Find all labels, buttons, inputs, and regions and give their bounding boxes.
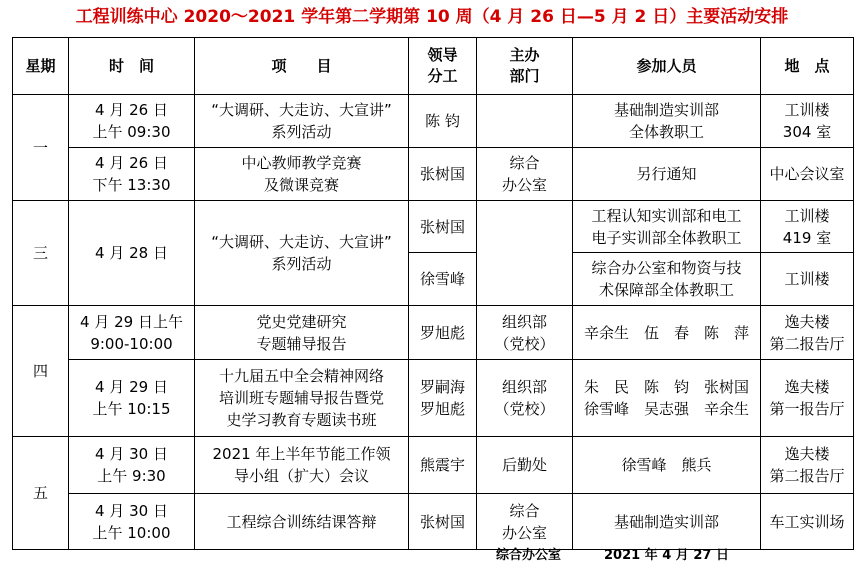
project-cell: 2021 年上半年节能工作领 导小组（扩大）会议	[195, 437, 409, 494]
leader-cell: 罗嗣海 罗旭彪	[409, 360, 477, 437]
header-participants: 参加人员	[573, 38, 761, 95]
host-cell: 综合 办公室	[477, 494, 573, 550]
time-cell: 4 月 28 日	[69, 201, 195, 306]
project-cell: 十九届五中全会精神网络 培训班专题辅导报告暨党 史学习教育专题读书班	[195, 360, 409, 437]
time-cell: 4 月 29 日 上午 10:15	[69, 360, 195, 437]
location-cell: 中心会议室	[761, 148, 854, 201]
time-cell: 4 月 26 日 下午 13:30	[69, 148, 195, 201]
participants-cell: 基础制造实训部	[573, 494, 761, 550]
day-cell: 五	[13, 437, 69, 550]
location-cell: 车工实训场	[761, 494, 854, 550]
table-row	[13, 148, 854, 201]
location-cell: 工训楼	[761, 253, 854, 306]
location-cell: 逸夫楼 第一报告厅	[761, 360, 854, 437]
header-leader: 领导 分工	[409, 38, 477, 95]
participants-cell: 基础制造实训部 全体教职工	[573, 95, 761, 148]
day-cell: 三	[13, 201, 69, 306]
footer-office: 综合办公室	[496, 548, 562, 563]
participants-cell: 朱 民 陈 钧 张树国 徐雪峰 吴志强 辛余生	[573, 360, 761, 437]
location-cell: 工训楼 419 室	[761, 201, 854, 253]
table-row	[13, 494, 854, 550]
leader-cell: 张树国	[409, 148, 477, 201]
project-cell: 中心教师教学竞赛 及微课竞赛	[195, 148, 409, 201]
header-day: 星期	[13, 38, 69, 95]
page-title: 工程训练中心 2020～2021 学年第二学期第 10 周（4 月 26 日—5 月 2 日）主要活动安排	[75, 7, 789, 27]
host-cell	[477, 95, 573, 148]
time-cell: 4 月 30 日 上午 10:00	[69, 494, 195, 550]
project-cell: 党史党建研究 专题辅导报告	[195, 306, 409, 360]
table-row	[13, 437, 854, 494]
time-cell: 4 月 29 日上午 9:00-10:00	[69, 306, 195, 360]
header-host: 主办 部门	[477, 38, 573, 95]
footer-date: 2021 年 4 月 27 日	[604, 548, 729, 563]
host-cell: 综合 办公室	[477, 148, 573, 201]
location-cell: 逸夫楼 第二报告厅	[761, 306, 854, 360]
participants-cell: 辛余生 伍 春 陈 萍	[573, 306, 761, 360]
leader-cell: 张树国	[409, 201, 477, 253]
participants-cell: 综合办公室和物资与技 术保障部全体教职工	[573, 253, 761, 306]
table-row	[13, 360, 854, 437]
project-cell: 工程综合训练结课答辩	[195, 494, 409, 550]
host-cell: 后勤处	[477, 437, 573, 494]
table-row	[13, 95, 854, 148]
header-project: 项 目	[195, 38, 409, 95]
leader-cell: 熊震宇	[409, 437, 477, 494]
day-cell: 四	[13, 306, 69, 437]
leader-cell: 张树国	[409, 494, 477, 550]
leader-cell: 罗旭彪	[409, 306, 477, 360]
host-cell: 组织部 （党校）	[477, 306, 573, 360]
schedule-table	[12, 37, 854, 550]
participants-cell: 徐雪峰 熊兵	[573, 437, 761, 494]
project-cell: “大调研、大走访、大宣讲” 系列活动	[195, 201, 409, 306]
participants-cell: 另行通知	[573, 148, 761, 201]
host-cell	[477, 201, 573, 306]
location-cell: 逸夫楼 第二报告厅	[761, 437, 854, 494]
project-cell: “大调研、大走访、大宣讲” 系列活动	[195, 95, 409, 148]
day-cell: 一	[13, 95, 69, 201]
host-cell: 组织部 （党校）	[477, 360, 573, 437]
leader-cell: 徐雪峰	[409, 253, 477, 306]
time-cell: 4 月 30 日 上午 9:30	[69, 437, 195, 494]
table-row	[13, 201, 854, 253]
header-row	[13, 38, 854, 95]
table-row	[13, 306, 854, 360]
leader-cell: 陈 钧	[409, 95, 477, 148]
time-cell: 4 月 26 日 上午 09:30	[69, 95, 195, 148]
header-location: 地 点	[761, 38, 854, 95]
header-time: 时 间	[69, 38, 195, 95]
participants-cell: 工程认知实训部和电工 电子实训部全体教职工	[573, 201, 761, 253]
location-cell: 工训楼 304 室	[761, 95, 854, 148]
